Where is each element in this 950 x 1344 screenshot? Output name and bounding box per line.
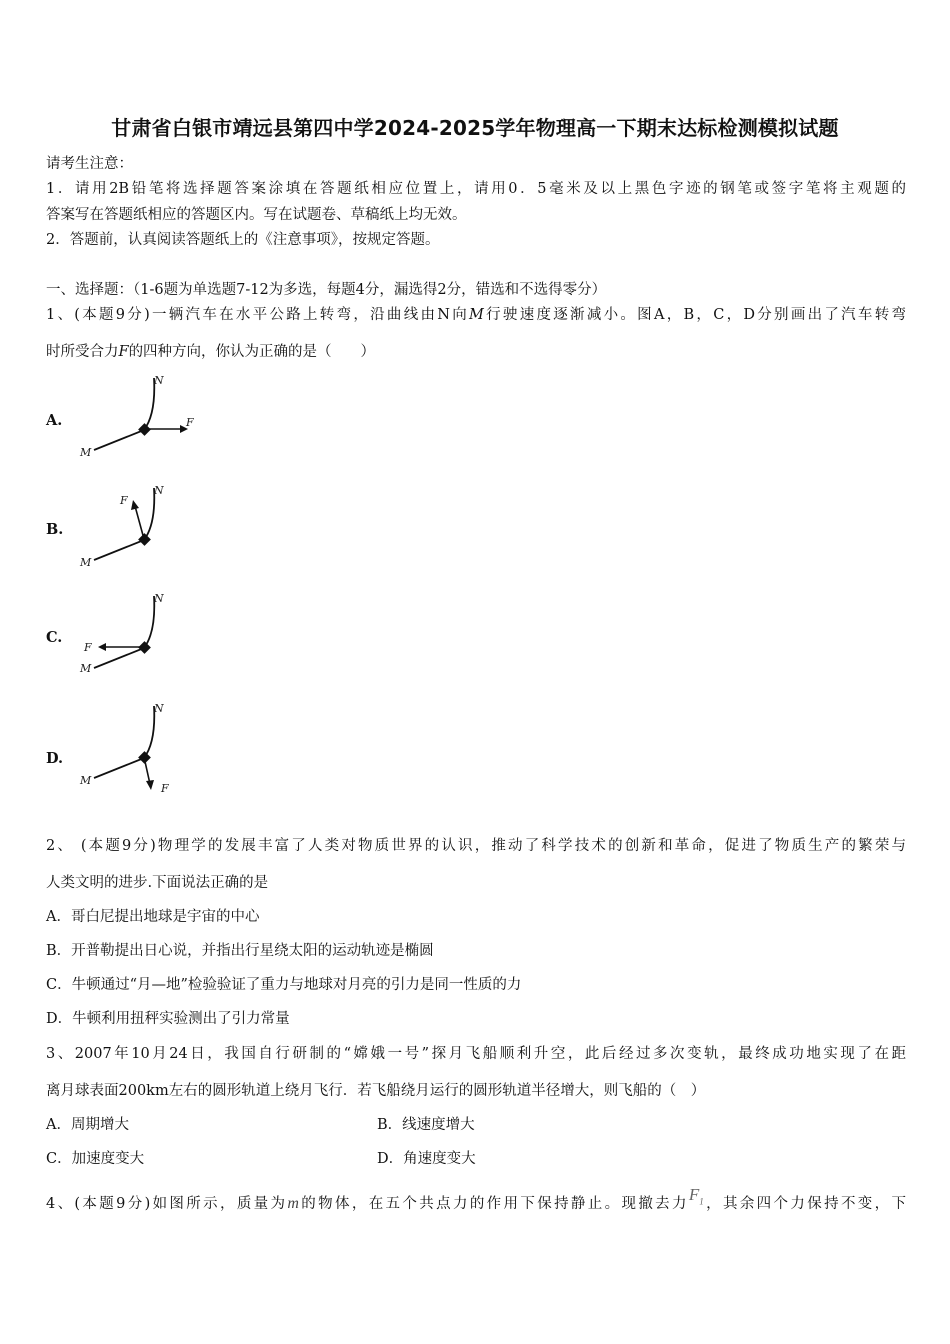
label-m: M — [80, 446, 92, 459]
q4-stem-prefix: 4、(本题9分)如图所示，质量为 — [46, 1196, 288, 1212]
q3-stem-line-2: 离月球表面200km左右的圆形轨道上绕月飞行．若飞船绕月运行的圆形轨道半径增大，则飞船的（ ） — [46, 1083, 706, 1099]
q1-stem-line-1 — [46, 303, 906, 324]
label-f: F — [186, 416, 194, 429]
q4-stem-suffix: ，其余四个力保持不变，下 — [703, 1196, 906, 1212]
force-arrow — [135, 506, 144, 539]
q1-stem2-prefix: 时所受合力 — [46, 344, 119, 360]
q1-symbol-f: F — [118, 344, 129, 360]
q2-option-b: B．开普勒提出日心说，并指出行星绕太阳的运动轨迹是椭圆 — [46, 943, 434, 959]
q1-option-a-label: A. — [46, 412, 63, 429]
q1-stem-suffix: 行驶速度逐渐减小。图A，B，C，D分别画出了汽车转弯 — [483, 307, 906, 323]
notice-item-2: 2．答题前，认真阅读答题纸上的《注意事项》，按规定答题。 — [46, 232, 440, 248]
q4-stem-mid: 的物体，在五个共点力的作用下保持静止。现撤去力 — [298, 1196, 689, 1212]
label-n: N — [154, 484, 164, 497]
q2-stem-line-2: 人类文明的进步.下面说法正确的是 — [46, 875, 269, 891]
q1-option-b-label: B. — [46, 521, 64, 538]
trajectory-curve — [94, 706, 154, 778]
q1-stem-prefix: 1、(本题9分)一辆汽车在水平公路上转弯，沿曲线由N向 — [46, 307, 470, 323]
q4-symbol-m: m — [287, 1195, 299, 1212]
trajectory-curve — [94, 378, 154, 450]
notice-heading: 请考生注意： — [46, 156, 133, 172]
force-arrowhead — [98, 643, 106, 651]
q3-option-a: A．周期增大 — [46, 1117, 129, 1133]
q1-stem-line-2 — [46, 340, 375, 361]
q2-option-c: C．牛顿通过“月—地”检验验证了重力与地球对月亮的引力是同一性质的力 — [46, 977, 522, 993]
q4-symbol-f-sub: 1 — [699, 1196, 704, 1207]
label-n: N — [154, 702, 164, 715]
q2-option-a: A．哥白尼提出地球是宇宙的中心 — [46, 909, 260, 925]
q2-option-d: D．牛顿利用扭秤实验测出了引力常量 — [46, 1011, 290, 1027]
label-f: F — [161, 782, 169, 795]
label-m: M — [80, 662, 92, 675]
q3-stem-line-1: 3、2007年10月24日，我国自行研制的“嫦娥一号”探月飞船顺利升空，此后经过多次变轨，最终成功地实现了在距 — [46, 1046, 906, 1062]
section-heading: 一、选择题：（1-6题为单选题7-12为多选，每题4分，漏选得2分，错选和不选得零分） — [46, 282, 607, 298]
q1-symbol-m: M — [469, 307, 484, 323]
q3-option-b: B．线速度增大 — [377, 1117, 475, 1133]
q1-stem2-suffix: 的四种方向，你认为正确的是（ ） — [128, 344, 376, 360]
q1-option-d-label: D. — [46, 750, 64, 767]
q4-symbol-f: F — [688, 1185, 700, 1204]
q1-option-b-figure — [74, 478, 214, 578]
notice-item-1-line-2: 答案写在答题纸相应的答题区内。写在试题卷、草稿纸上均无效。 — [46, 207, 467, 223]
q1-option-c-figure — [74, 586, 214, 686]
q2-stem-line-1: 2、 (本题9分)物理学的发展丰富了人类对物质世界的认识，推动了科学技术的创新和革命，促进了物质生产的繁荣与 — [46, 838, 906, 854]
label-f: F — [84, 641, 92, 654]
q4-symbol-f1 — [688, 1185, 704, 1207]
q1-option-d-figure — [74, 696, 214, 800]
label-n: N — [154, 592, 164, 605]
label-f: F — [120, 494, 128, 507]
q3-option-c: C．加速度变大 — [46, 1151, 145, 1167]
label-m: M — [80, 774, 92, 787]
force-arrowhead — [131, 500, 139, 510]
q1-option-a-figure — [74, 368, 214, 468]
page-title: 甘肃省白银市靖远县第四中学2024-2025学年物理高一下期末达标检测模拟试题 — [111, 116, 839, 140]
q1-option-c-label: C. — [46, 629, 63, 646]
q4-stem-line-1 — [46, 1185, 906, 1214]
q3-option-d: D．角速度变大 — [377, 1151, 476, 1167]
car-marker — [138, 533, 151, 546]
force-arrowhead — [146, 780, 154, 790]
trajectory-curve — [94, 596, 154, 668]
label-m: M — [80, 556, 92, 569]
notice-item-1-line-1: 1．请用2B铅笔将选择题答案涂填在答题纸相应位置上，请用0．5毫米及以上黑色字迹的钢笔或签字笔将主观题的 — [46, 181, 906, 197]
label-n: N — [154, 374, 164, 387]
